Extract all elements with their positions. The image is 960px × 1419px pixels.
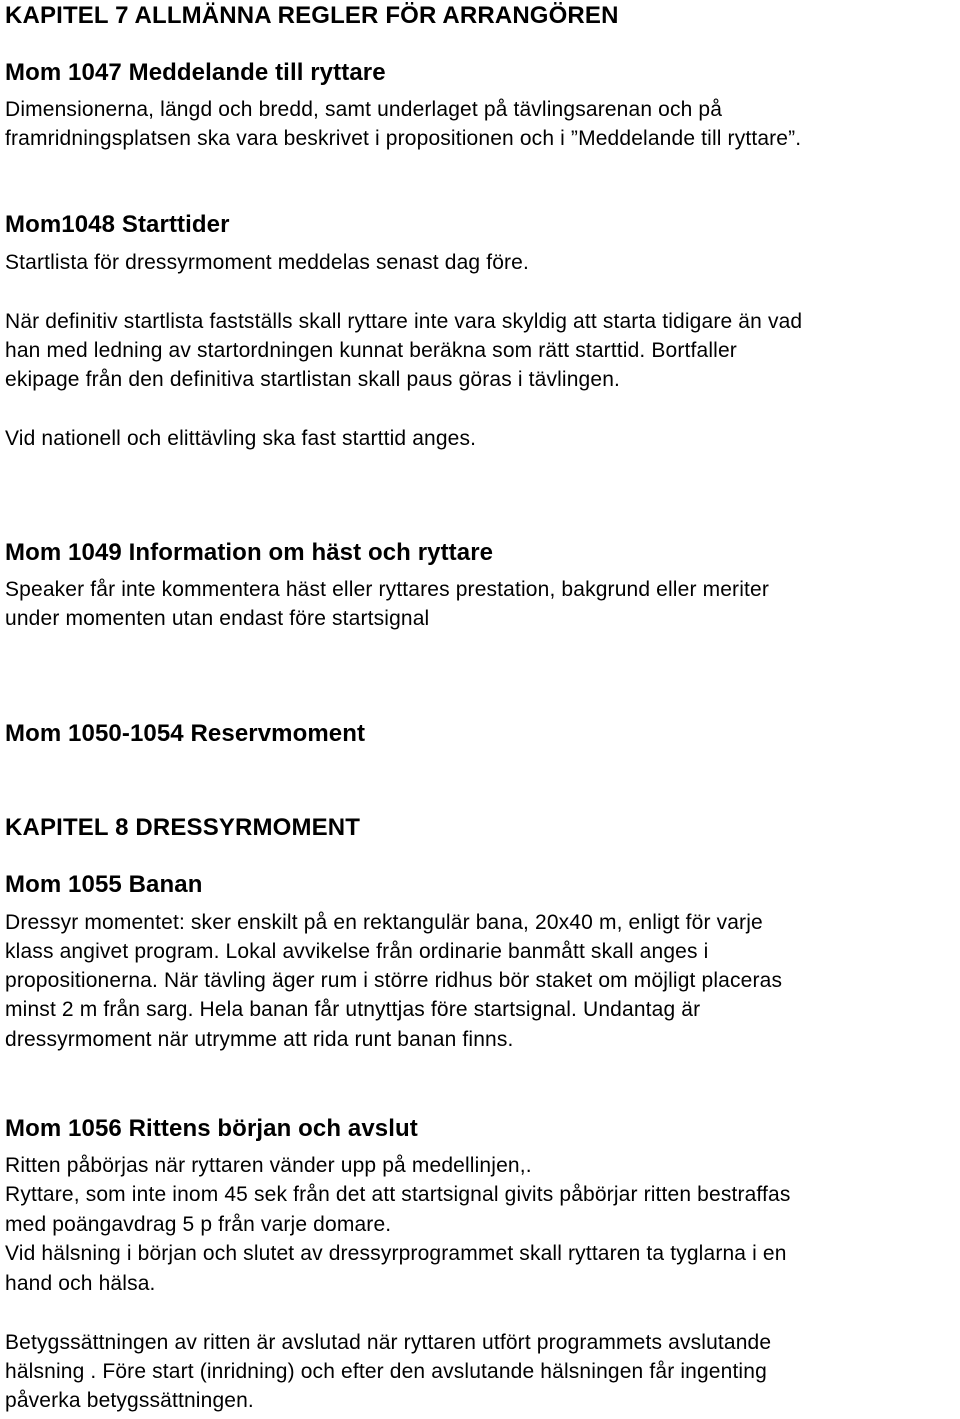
mom-1048-line-2: När definitiv startlista fastställs skall ryttare inte vara skyldig att starta tidigare än vad [5,310,803,333]
chapter-7-title: KAPITEL 7 ALLMÄNNA REGLER FÖR ARRANGÖREN [5,2,619,29]
mom-1055-line-1: Dressyr momentet: sker enskilt på en rektangulär bana, 20x40 m, enligt för varje [5,911,763,934]
mom-1055-line-3: propositionerna. När tävling äger rum i större ridhus bör staket om möjligt placeras [5,969,783,992]
mom-1048-heading: Mom1048 Starttider [5,211,230,238]
mom-1055-line-2: klass angivet program. Lokal avvikelse från ordinarie banmått skall anges i [5,940,709,963]
mom-1048-line-3: han med ledning av startordningen kunnat beräkna som rätt starttid. Bortfaller [5,339,737,362]
mom-1056-line-2: Ryttare, som inte inom 45 sek från det att startsignal givits påbörjar ritten bestraffas [5,1183,791,1206]
mom-1048-line-1: Startlista för dressyrmoment meddelas senast dag före. [5,251,529,274]
mom-1047-line-2: framridningsplatsen ska vara beskrivet i propositionen och i ”Meddelande till ryttare”. [5,127,802,150]
mom-1056-line-3: med poängavdrag 5 p från varje domare. [5,1213,392,1236]
mom-1050-heading: Mom 1050-1054 Reservmoment [5,720,366,747]
mom-1056-line-1: Ritten påbörjas när ryttaren vänder upp på medellinjen,. [5,1154,532,1177]
mom-1048-line-4: ekipage från den definitiva startlistan skall paus göras i tävlingen. [5,368,621,391]
mom-1049-line-2: under momenten utan endast före startsignal [5,607,430,630]
mom-1056-line-8: påverka betygssättningen. [5,1389,254,1412]
mom-1055-line-4: minst 2 m från sarg. Hela banan får utnyttjas före startsignal. Undantag är [5,998,701,1021]
mom-1048-line-5: Vid nationell och elittävling ska fast starttid anges. [5,427,477,450]
mom-1056-heading: Mom 1056 Rittens början och avslut [5,1115,418,1142]
mom-1055-heading: Mom 1055 Banan [5,871,203,898]
mom-1056-line-6: Betygssättningen av ritten är avslutad när ryttaren utfört programmets avslutande [5,1331,772,1354]
mom-1055-line-5: dressyrmoment när utrymme att rida runt banan finns. [5,1028,514,1051]
mom-1056-line-7: hälsning . Före start (inridning) och efter den avslutande hälsningen får ingenting [5,1360,767,1383]
mom-1049-heading: Mom 1049 Information om häst och ryttare [5,539,494,566]
mom-1047-heading: Mom 1047 Meddelande till ryttare [5,59,386,86]
mom-1056-line-4: Vid hälsning i början och slutet av dressyrprogrammet skall ryttaren ta tyglarna i en [5,1242,787,1265]
chapter-8-title: KAPITEL 8 DRESSYRMOMENT [5,814,361,841]
mom-1056-line-5: hand och hälsa. [5,1272,156,1295]
mom-1047-line-1: Dimensionerna, längd och bredd, samt underlaget på tävlingsarenan och på [5,98,723,121]
mom-1049-line-1: Speaker får inte kommentera häst eller ryttares prestation, bakgrund eller meriter [5,578,769,601]
